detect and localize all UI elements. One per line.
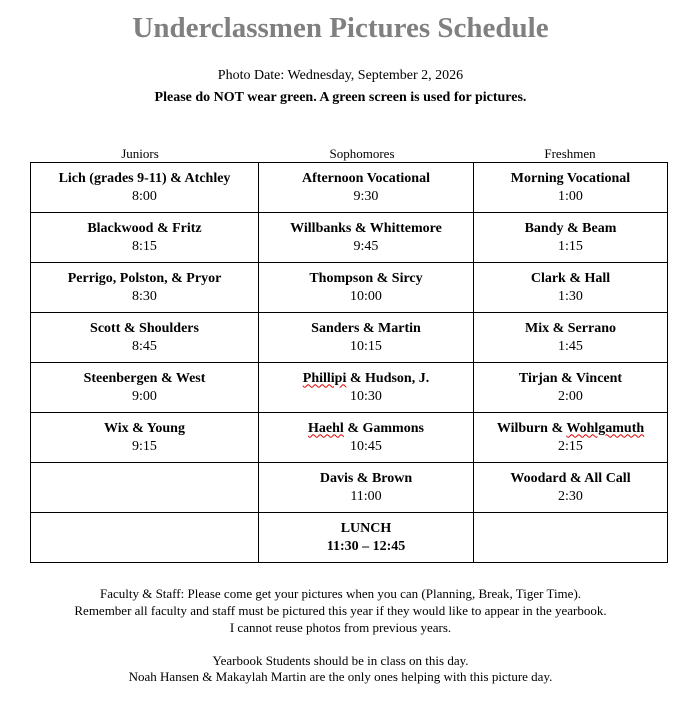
schedule-cell: [31, 413, 259, 463]
schedule-cell: [31, 213, 259, 263]
photo-date: Photo Date: Wednesday, September 2, 2026: [217, 68, 464, 83]
schedule-cell: [474, 163, 668, 213]
column-header-freshmen: Freshmen: [544, 146, 596, 161]
table-row: [31, 363, 668, 413]
schedule-cell-empty: [31, 463, 259, 513]
slot-time: 9:00: [132, 388, 157, 404]
group-names: Scott & Shoulders: [90, 320, 199, 336]
group-names: Steenbergen & West: [83, 370, 206, 386]
group-names: Tirjan & Vincent: [518, 370, 623, 386]
lunch-cell: [259, 513, 474, 563]
group-names: Afternoon Vocational: [302, 170, 430, 186]
footer-faculty-note: Faculty & Staff: Please come get your pictures when you can (Planning, Break, Tiger Time).: [99, 586, 582, 601]
table-row: [31, 313, 668, 363]
slot-time: 11:00: [350, 488, 382, 504]
table-row: [31, 463, 668, 513]
schedule-cell: [259, 463, 474, 513]
slot-time: 8:15: [132, 238, 157, 254]
schedule-cell: [31, 163, 259, 213]
lunch-time: 11:30 – 12:45: [326, 538, 406, 554]
group-names: Woodard & All Call: [510, 470, 631, 486]
table-row: [31, 413, 668, 463]
group-names: Morning Vocational: [510, 170, 631, 186]
group-names: Haehl & Gammons: [308, 420, 424, 436]
slot-time: 8:30: [132, 288, 157, 304]
schedule-cell: [259, 413, 474, 463]
slot-time: 9:30: [353, 188, 379, 204]
slot-time: 9:45: [353, 238, 379, 254]
schedule-cell: [474, 413, 668, 463]
table-row: [31, 163, 668, 213]
table-row: [31, 263, 668, 313]
group-names: Willbanks & Whittemore: [290, 220, 442, 236]
column-header-juniors: Juniors: [121, 146, 159, 161]
slot-time: 1:45: [558, 338, 583, 354]
group-names: Perrigo, Polston, & Pryor: [67, 270, 222, 286]
footer-reuse-note: I cannot reuse photos from previous years.: [229, 620, 452, 635]
slot-time: 8:45: [132, 338, 157, 354]
slot-time: 2:15: [558, 438, 583, 454]
slot-time: 2:30: [558, 488, 583, 504]
column-header-sophomores: Sophomores: [329, 146, 395, 161]
schedule-cell-empty: [474, 513, 668, 563]
slot-time: 8:00: [132, 188, 157, 204]
slot-time: 10:00: [350, 288, 382, 304]
group-names: Mix & Serrano: [525, 320, 616, 336]
schedule-cell: [474, 363, 668, 413]
slot-time: 10:30: [350, 388, 382, 404]
schedule-cell: [259, 313, 474, 363]
schedule-cell-empty: [31, 513, 259, 563]
slot-time: 10:45: [350, 438, 382, 454]
group-names: Lich (grades 9-11) & Atchley: [58, 170, 231, 186]
column-headers: [30, 146, 666, 162]
group-names: Phillipi & Hudson, J.: [302, 370, 430, 386]
slot-time: 2:00: [558, 388, 583, 404]
group-names: Davis & Brown: [319, 470, 413, 486]
schedule-cell: [474, 313, 668, 363]
group-names: Clark & Hall: [530, 270, 611, 286]
group-names: Wilburn & Wohlgamuth: [496, 420, 645, 436]
schedule-cell: [259, 263, 474, 313]
group-names: Blackwood & Fritz: [87, 220, 202, 236]
schedule-cell: [259, 163, 474, 213]
schedule-cell: [31, 263, 259, 313]
slot-time: 10:15: [350, 338, 382, 354]
schedule-cell: [474, 263, 668, 313]
footer-helpers-note: Noah Hansen & Makaylah Martin are the only ones helping with this picture day.: [128, 669, 553, 684]
lunch-label: LUNCH: [340, 520, 392, 536]
group-names: Sanders & Martin: [311, 320, 421, 336]
slot-time: 9:15: [132, 438, 157, 454]
slot-time: 1:30: [558, 288, 583, 304]
slot-time: 1:15: [558, 238, 583, 254]
schedule-cell: [259, 213, 474, 263]
schedule-cell: [474, 213, 668, 263]
schedule-cell: [31, 363, 259, 413]
page-title: Underclassmen Pictures Schedule: [132, 12, 549, 44]
table-row: [31, 513, 668, 563]
schedule-table: [30, 162, 668, 563]
footer-yearbook-note: Remember all faculty and staff must be pictured this year if they would like to appear in the yearbook.: [74, 603, 607, 618]
group-names: Bandy & Beam: [524, 220, 617, 236]
table-row: [31, 213, 668, 263]
dress-warning: Please do NOT wear green. A green screen is used for pictures.: [154, 90, 527, 105]
group-names: Wix & Young: [104, 420, 185, 436]
schedule-cell: [31, 313, 259, 363]
schedule-cell: [474, 463, 668, 513]
slot-time: 1:00: [558, 188, 583, 204]
group-names: Thompson & Sircy: [309, 270, 423, 286]
schedule-cell: [259, 363, 474, 413]
footer-students-note: Yearbook Students should be in class on this day.: [212, 653, 469, 668]
